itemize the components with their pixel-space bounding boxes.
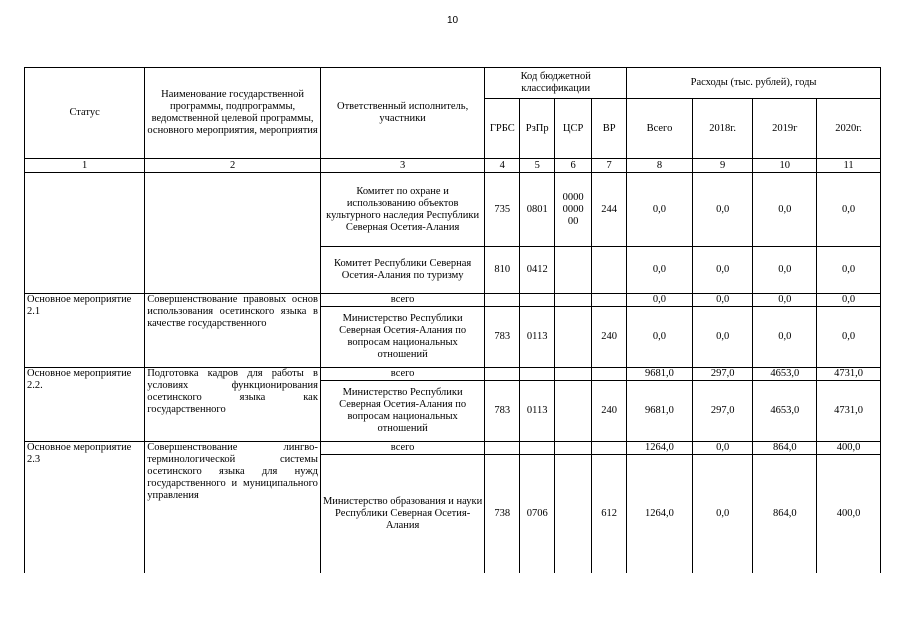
total-cell: 0,0 [627, 173, 693, 247]
total-cell: 1264,0 [627, 455, 693, 573]
total-cell: 0,0 [627, 294, 693, 307]
y2020-cell: 400,0 [817, 442, 881, 455]
y2018-cell: 0,0 [692, 173, 753, 247]
status-cell: Основное мероприятие 2.2. [25, 368, 145, 442]
grbs-cell: 783 [485, 381, 520, 442]
y2019-cell: 4653,0 [753, 368, 817, 381]
header-2020: 2020г. [817, 99, 881, 159]
csr-cell [555, 442, 592, 455]
y2020-cell: 4731,0 [817, 381, 881, 442]
header-vr: ВР [592, 99, 627, 159]
column-number: 6 [555, 159, 592, 173]
responsible-cell: Министерство образования и науки Республики Северная Осетия-Алания [320, 455, 484, 573]
column-number: 1 [25, 159, 145, 173]
table-row [25, 173, 881, 247]
rzpr-cell [520, 294, 555, 307]
header-grbs: ГРБС [485, 99, 520, 159]
y2018-cell: 0,0 [692, 455, 753, 573]
rzpr-cell: 0113 [520, 307, 555, 368]
y2020-cell: 0,0 [817, 307, 881, 368]
column-number: 11 [817, 159, 881, 173]
rzpr-cell: 0801 [520, 173, 555, 247]
header-expenses: Расходы (тыс. рублей), годы [627, 68, 881, 99]
y2020-cell: 0,0 [817, 173, 881, 247]
header-budget-code: Код бюджетной классификации [485, 68, 627, 99]
grbs-cell: 735 [485, 173, 520, 247]
name-cell: Совершенствование лингво-терминологической системы осетинского языка для нужд государственного и муниципального управления [145, 442, 321, 573]
vr-cell: 244 [592, 173, 627, 247]
status-cell [25, 173, 145, 294]
vr-cell: 240 [592, 381, 627, 442]
rzpr-cell: 0412 [520, 247, 555, 294]
y2018-cell: 297,0 [692, 368, 753, 381]
csr-cell: 0000 0000 00 [555, 173, 592, 247]
y2020-cell: 400,0 [817, 455, 881, 573]
vr-cell: 612 [592, 455, 627, 573]
y2019-cell: 864,0 [753, 442, 817, 455]
grbs-cell: 738 [485, 455, 520, 573]
y2018-cell: 0,0 [692, 294, 753, 307]
y2019-cell: 4653,0 [753, 381, 817, 442]
grbs-cell: 783 [485, 307, 520, 368]
table-row [25, 442, 881, 455]
column-number: 2 [145, 159, 321, 173]
responsible-cell: Министерство Республики Северная Осетия-Алания по вопросам национальных отношений [320, 307, 484, 368]
y2018-cell: 0,0 [692, 307, 753, 368]
vr-cell [592, 442, 627, 455]
csr-cell [555, 368, 592, 381]
responsible-cell: Министерство Республики Северная Осетия-Алания по вопросам национальных отношений [320, 381, 484, 442]
status-cell: Основное мероприятие 2.3 [25, 442, 145, 573]
csr-cell [555, 307, 592, 368]
name-cell [145, 173, 321, 294]
csr-cell [555, 455, 592, 573]
total-cell: 0,0 [627, 307, 693, 368]
y2018-cell: 0,0 [692, 442, 753, 455]
header-rzpr: РзПр [520, 99, 555, 159]
y2018-cell: 0,0 [692, 247, 753, 294]
y2019-cell: 864,0 [753, 455, 817, 573]
vr-cell [592, 247, 627, 294]
total-cell: 9681,0 [627, 368, 693, 381]
column-number: 4 [485, 159, 520, 173]
csr-cell [555, 294, 592, 307]
header-csr: ЦСР [555, 99, 592, 159]
y2019-cell: 0,0 [753, 173, 817, 247]
grbs-cell [485, 368, 520, 381]
responsible-cell: всего [320, 442, 484, 455]
column-number: 9 [692, 159, 753, 173]
header-name: Наименование государственной программы, подпрограммы, ведомственной целевой программы, основного мероприятия, мероприятия [145, 68, 321, 159]
header-responsible: Ответственный исполнитель, участники [320, 68, 484, 159]
header-total: Всего [627, 99, 693, 159]
header-status: Статус [25, 68, 145, 159]
total-cell: 1264,0 [627, 442, 693, 455]
rzpr-cell [520, 368, 555, 381]
column-numbers-row [25, 159, 881, 173]
y2019-cell: 0,0 [753, 294, 817, 307]
y2020-cell: 0,0 [817, 294, 881, 307]
csr-cell [555, 381, 592, 442]
rzpr-cell [520, 442, 555, 455]
grbs-cell: 810 [485, 247, 520, 294]
column-number: 10 [753, 159, 817, 173]
budget-table [24, 67, 881, 573]
column-number: 3 [320, 159, 484, 173]
responsible-cell: Комитет по охране и использованию объектов культурного наследия Республики Северная Осетия-Алания [320, 173, 484, 247]
grbs-cell [485, 442, 520, 455]
table-row [25, 368, 881, 381]
total-cell: 9681,0 [627, 381, 693, 442]
column-number: 8 [627, 159, 693, 173]
name-cell: Совершенствование правовых основ использования осетинского языка в качестве государственного [145, 294, 321, 368]
status-cell: Основное мероприятие 2.1 [25, 294, 145, 368]
vr-cell [592, 294, 627, 307]
responsible-cell: всего [320, 368, 484, 381]
page-number: 10 [446, 15, 459, 26]
responsible-cell: всего [320, 294, 484, 307]
y2019-cell: 0,0 [753, 247, 817, 294]
rzpr-cell: 0706 [520, 455, 555, 573]
header-2018: 2018г. [692, 99, 753, 159]
vr-cell: 240 [592, 307, 627, 368]
grbs-cell [485, 294, 520, 307]
column-number: 5 [520, 159, 555, 173]
y2018-cell: 297,0 [692, 381, 753, 442]
name-cell: Подготовка кадров для работы в условиях функционирования осетинского языка как государственного [145, 368, 321, 442]
column-number: 7 [592, 159, 627, 173]
y2020-cell: 0,0 [817, 247, 881, 294]
y2020-cell: 4731,0 [817, 368, 881, 381]
csr-cell [555, 247, 592, 294]
responsible-cell: Комитет Республики Северная Осетия-Алания по туризму [320, 247, 484, 294]
rzpr-cell: 0113 [520, 381, 555, 442]
y2019-cell: 0,0 [753, 307, 817, 368]
total-cell: 0,0 [627, 247, 693, 294]
table-row [25, 294, 881, 307]
vr-cell [592, 368, 627, 381]
header-2019: 2019г [753, 99, 817, 159]
